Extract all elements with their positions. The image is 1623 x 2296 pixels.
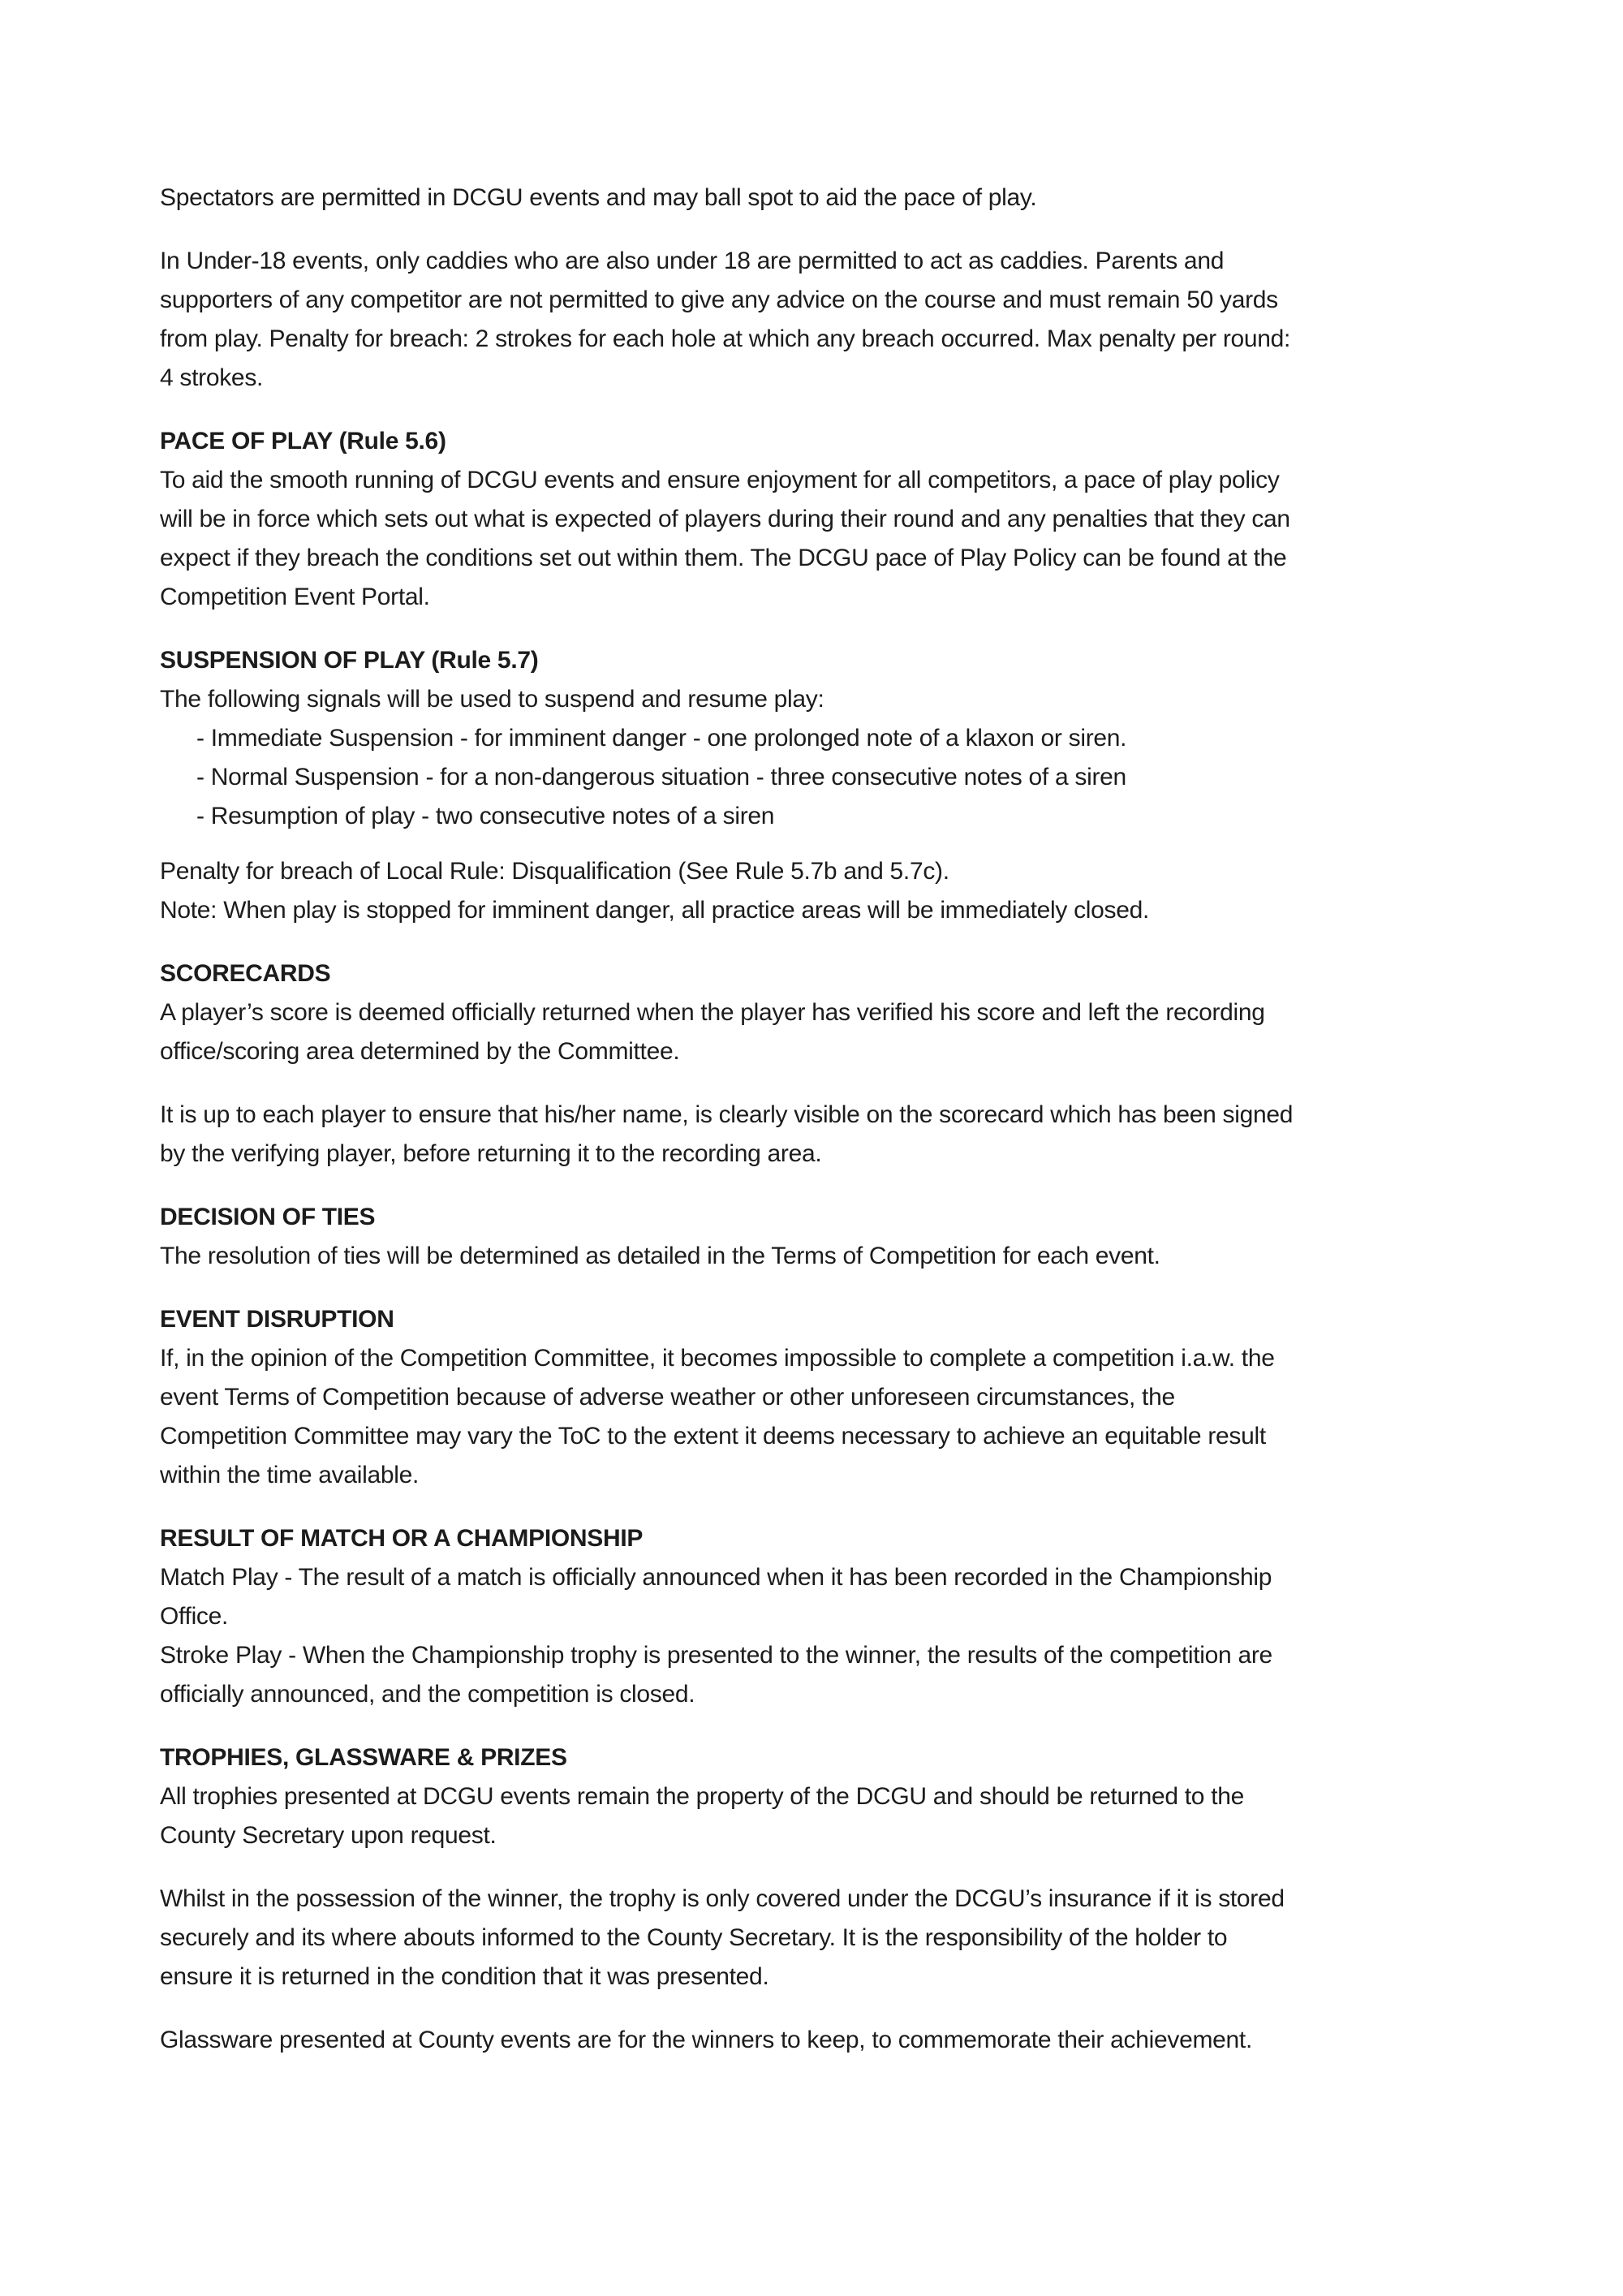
text-line: Spectators are permitted in DCGU events and may ball spot to aid the pace of play.	[160, 184, 1037, 211]
paragraph	[160, 1880, 1485, 1997]
text-line: ensure it is returned in the condition that it was presented.	[160, 1963, 769, 1990]
section-result-of-match	[160, 1519, 1485, 1714]
text-line: office/scoring area determined by the Committee.	[160, 1038, 680, 1065]
text-line: by the verifying player, before returning it to the recording area.	[160, 1140, 822, 1167]
text-line: All trophies presented at DCGU events remain the property of the DCGU and should be returned to the	[160, 1783, 1245, 1810]
paragraph	[160, 852, 1485, 930]
text-line: The following signals will be used to suspend and resume play:	[160, 686, 824, 713]
text-line: Whilst in the possession of the winner, the trophy is only covered under the DCGU’s insurance if it is stored	[160, 1885, 1285, 1912]
paragraph	[160, 993, 1485, 1071]
paragraph	[160, 680, 1485, 719]
text-line: will be in force which sets out what is expected of players during their round and any penalties that they can	[160, 506, 1290, 532]
section-heading: DECISION OF TIES	[160, 1204, 376, 1230]
section-heading: SUSPENSION OF PLAY (Rule 5.7)	[160, 647, 539, 674]
text-line: officially announced, and the competition is closed.	[160, 1681, 695, 1708]
section-suspension-of-play	[160, 641, 1485, 930]
section-heading: TROPHIES, GLASSWARE & PRIZES	[160, 1744, 567, 1771]
bullet-line: - Immediate Suspension - for imminent danger - one prolonged note of a klaxon or siren.	[196, 725, 1127, 752]
text-line: The resolution of ties will be determined as detailed in the Terms of Competition for each event.	[160, 1243, 1160, 1269]
text-line: 4 strokes.	[160, 364, 264, 391]
text-line: County Secretary upon request.	[160, 1822, 497, 1849]
text-line: It is up to each player to ensure that his/her name, is clearly visible on the scorecard which has been signed	[160, 1101, 1294, 1128]
section-pace-of-play	[160, 422, 1485, 617]
text-line: A player’s score is deemed officially returned when the player has verified his score and left the recording	[160, 999, 1265, 1026]
section-scorecards	[160, 954, 1485, 1174]
text-line: supporters of any competitor are not permitted to give any advice on the course and must remain 50 yards	[160, 286, 1278, 313]
paragraph	[160, 1096, 1485, 1174]
bullet-list	[160, 719, 1485, 836]
paragraph	[160, 461, 1485, 617]
paragraph	[160, 1558, 1485, 1714]
section-heading: PACE OF PLAY (Rule 5.6)	[160, 428, 446, 454]
text-line: from play. Penalty for breach: 2 strokes for each hole at which any breach occurred. Max penalty per round:	[160, 325, 1291, 352]
section-heading: EVENT DISRUPTION	[160, 1306, 394, 1333]
section-trophies-glassware-prizes	[160, 1738, 1485, 2060]
text-line: Glassware presented at County events are for the winners to keep, to commemorate their achievement.	[160, 2027, 1252, 2053]
text-line: Penalty for breach of Local Rule: Disqualification (See Rule 5.7b and 5.7c).	[160, 858, 949, 885]
paragraph	[160, 1777, 1485, 1855]
text-line: Stroke Play - When the Championship trophy is presented to the winner, the results of the competition are	[160, 1642, 1272, 1669]
text-line: In Under-18 events, only caddies who are also under 18 are permitted to act as caddies. Parents and	[160, 248, 1225, 274]
text-line: event Terms of Competition because of adverse weather or other unforeseen circumstances, the	[160, 1384, 1175, 1411]
section-event-disruption	[160, 1300, 1485, 1495]
text-line: Competition Committee may vary the ToC to the extent it deems necessary to achieve an equitable result	[160, 1423, 1266, 1450]
text-line: expect if they breach the conditions set out within them. The DCGU pace of Play Policy can be found at the	[160, 545, 1287, 571]
bullet-line: - Normal Suspension - for a non-dangerous situation - three consecutive notes of a siren	[196, 764, 1126, 790]
paragraph	[160, 1339, 1485, 1495]
section-decision-of-ties	[160, 1198, 1485, 1276]
text-line: Office.	[160, 1603, 229, 1630]
text-line: Note: When play is stopped for imminent danger, all practice areas will be immediately closed.	[160, 897, 1150, 924]
paragraph	[160, 1237, 1485, 1276]
intro-paragraph	[160, 242, 1485, 398]
text-line: If, in the opinion of the Competition Committee, it becomes impossible to complete a competition i.a.w. the	[160, 1345, 1275, 1372]
intro-paragraph	[160, 179, 1485, 218]
text-line: Match Play - The result of a match is officially announced when it has been recorded in the Championship	[160, 1564, 1272, 1591]
bullet-line: - Resumption of play - two consecutive notes of a siren	[196, 803, 775, 829]
section-heading: RESULT OF MATCH OR A CHAMPIONSHIP	[160, 1525, 644, 1552]
text-line: To aid the smooth running of DCGU events and ensure enjoyment for all competitors, a pace of play policy	[160, 467, 1280, 493]
text-line: Competition Event Portal.	[160, 584, 430, 610]
text-line: securely and its where abouts informed to the County Secretary. It is the responsibility of the holder to	[160, 1924, 1228, 1951]
paragraph	[160, 2021, 1485, 2060]
text-line: within the time available.	[160, 1462, 420, 1488]
section-heading: SCORECARDS	[160, 960, 331, 987]
